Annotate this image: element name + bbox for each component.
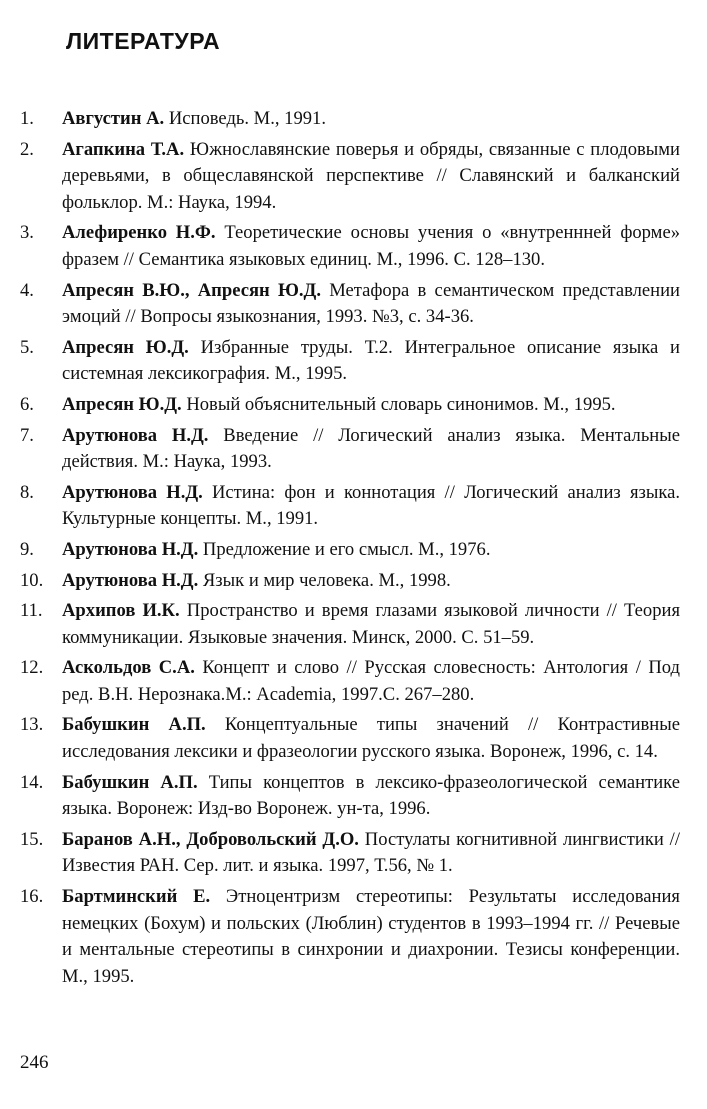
reference-item (20, 884, 680, 990)
reference-author: Аскольдов С.А. (62, 657, 195, 679)
reference-author: Бабушкин А.П. (62, 714, 206, 736)
reference-number: 14. (20, 771, 44, 793)
reference-text: Истина: фон и коннотация // Логический анализ языка. Культурные концепты. М., 1991. (62, 481, 680, 530)
reference-number: 7. (20, 424, 34, 446)
reference-item (20, 392, 680, 419)
page-heading: ЛИТЕРАТУРА (66, 28, 221, 54)
reference-number: 2. (20, 138, 34, 160)
reference-number: 4. (20, 279, 34, 301)
reference-author: Баранов А.Н., Добровольский Д.О. (62, 828, 359, 850)
reference-number: 9. (20, 538, 34, 560)
reference-text: Новый объяснительный словарь синонимов. М., 1995. (181, 393, 616, 415)
reference-text: Концепт и слово // Русская словесность: Антология / Под ред. В.Н. Нерознака.М.: Academia, 1997.С. 267–280. (62, 657, 680, 705)
reference-number: 16. (20, 886, 44, 908)
reference-text: Пространство и время глазами языковой личности // Теория коммуникации. Языковые значения. Минск, 2000. С. 51–59. (62, 600, 681, 648)
reference-text: Предложение и его смысл. М., 1976. (198, 538, 491, 560)
reference-item (20, 655, 680, 708)
reference-item (20, 137, 680, 217)
reference-item (20, 537, 680, 564)
reference-item (20, 827, 680, 880)
reference-author: Апресян В.Ю., Апресян Ю.Д. (62, 279, 321, 301)
reference-number: 3. (20, 222, 34, 244)
reference-text: Концептуальные типы значений // Контрастивные исследования лексики и фразеологии русского языка. Воронеж, 1996, с. 14. (62, 714, 680, 763)
reference-item (20, 278, 680, 331)
reference-number: 15. (20, 828, 44, 850)
reference-item (20, 712, 680, 765)
reference-text: Типы концептов в лексико-фразеологической семантике языка. Воронеж: Изд-во Воронеж. ун-та, 1996. (62, 771, 680, 820)
reference-text: Язык и мир человека. М., 1998. (198, 569, 451, 591)
reference-number: 11. (20, 600, 43, 622)
reference-number: 13. (20, 714, 44, 736)
reference-item (20, 480, 680, 533)
reference-author: Бабушкин А.П. (62, 771, 198, 793)
reference-text: Этноцентризм стереотипы: Результаты исследования немецких (Бохум) и польских (Люблин) студентов в 1993–1994 гг. // Речевые и ментальные стереотипы в синхронии и диахронии. Тезисы конференции. М., 1995. (62, 886, 680, 987)
reference-item (20, 770, 680, 823)
reference-item (20, 568, 680, 595)
reference-author: Архипов И.К. (62, 600, 180, 622)
reference-text: Введение // Логический анализ языка. Ментальные действия. М.: Наука, 1993. (62, 424, 681, 473)
reference-item (20, 598, 680, 651)
reference-item (20, 423, 680, 476)
reference-text: Постулаты когнитивной лингвистики // Известия РАН. Сер. лит. и языка. 1997, Т.56, № 1. (62, 828, 680, 877)
reference-number: 10. (20, 569, 44, 591)
reference-author: Апресян Ю.Д. (62, 393, 182, 415)
reference-list (20, 106, 680, 994)
reference-number: 1. (20, 108, 34, 129)
reference-text: Теоретические основы учения о «внутреннней форме» фразем // Семантика языковых единиц. М., 1996. С. 128–130. (62, 222, 680, 270)
reference-item (20, 106, 680, 133)
reference-number: 12. (20, 657, 44, 679)
reference-text: Избранные труды. Т.2. Интегральное описание языка и системная лексикография. М., 1995. (62, 336, 680, 385)
reference-author: Августин А. (62, 108, 165, 129)
reference-author: Арутюнова Н.Д. (62, 569, 199, 591)
reference-number: 5. (20, 336, 34, 358)
reference-number: 8. (20, 481, 34, 503)
reference-text: Южнославянские поверья и обряды, связанные с плодовыми деревьями, в общеславянской перспективе // Славянский и балканский фольклор. М.: Наука, 1994. (62, 138, 680, 213)
reference-author: Агапкина Т.А. (62, 138, 185, 160)
reference-author: Арутюнова Н.Д. (62, 424, 209, 446)
reference-author: Арутюнова Н.Д. (62, 481, 203, 503)
reference-item (20, 220, 680, 273)
reference-item (20, 335, 680, 388)
reference-author: Апресян Ю.Д. (62, 336, 189, 358)
reference-text: Метафора в семантическом представлении эмоций // Вопросы языкознания, 1993. №3, с. 34-36. (62, 279, 680, 328)
reference-author: Бартминский Е. (62, 886, 211, 908)
reference-author: Арутюнова Н.Д. (62, 538, 199, 560)
reference-text: Исповедь. М., 1991. (164, 108, 326, 129)
reference-number: 6. (20, 393, 34, 415)
reference-author: Алефиренко Н.Ф. (62, 222, 216, 244)
page-number: 246 (20, 1052, 49, 1073)
